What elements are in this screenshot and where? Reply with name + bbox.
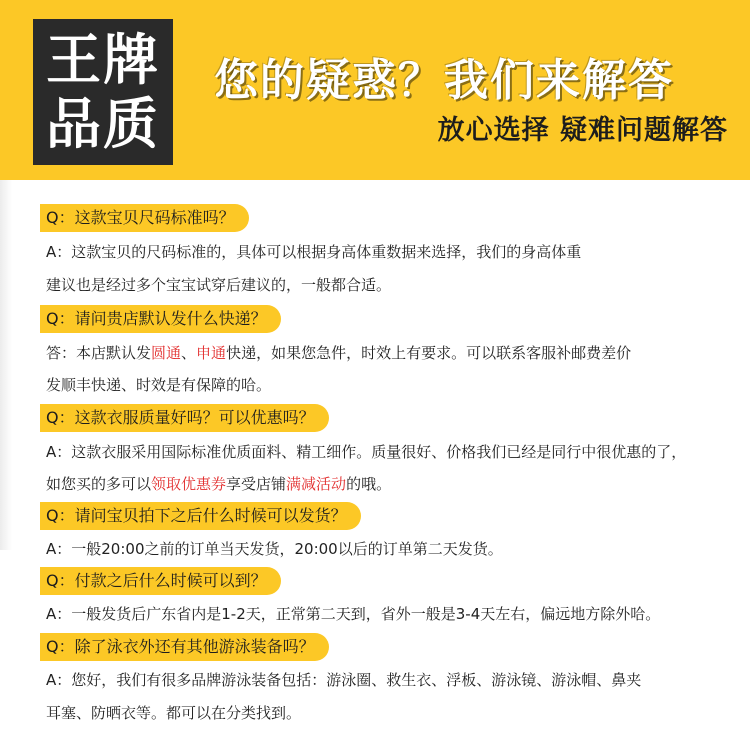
discount-event-highlight: 满减活动 [286,475,347,493]
answer-text: 享受店铺 [226,475,287,493]
faq-list [0,180,750,754]
faq-question-4: Q：请问宝贝拍下之后什么时候可以发货？ [40,502,361,530]
answer-text: 快递，如果您急件，时效上有要求。可以联系客服补邮费差价 [226,344,632,362]
brand-quality-badge [33,19,173,165]
faq-answer-5-line-1: A：一般发货后广东省内是1-2天，正常第二天到，省外一般是3-4天左右，偏远地方除外哈。 [46,605,661,623]
headline: 您的疑惑？我们来解答 [214,55,674,106]
header-banner [0,0,750,180]
subline: 放心选择 疑难问题解答 [437,115,728,146]
badge-line-2: 品质 [45,92,160,156]
faq-answer-6-line-2: 耳塞、防晒衣等。都可以在分类找到。 [46,704,302,722]
faq-question-2: Q：请问贵店默认发什么快递？ [40,305,281,333]
coupon-highlight: 领取优惠券 [151,475,227,493]
courier-yto-highlight: 圆通 [151,344,182,362]
faq-question-6: Q：除了泳衣外还有其他游泳装备吗？ [40,633,329,661]
faq-answer-2-line-1 [46,342,736,364]
courier-sto-highlight: 申通 [196,344,227,362]
faq-answer-3-line-1: A：这款衣服采用国际标准优质面料、精工细作。质量很好、价格我们已经是同行中很优惠的了， [46,443,687,461]
faq-answer-3-line-2 [46,473,736,495]
answer-separator: 、 [181,344,197,362]
answer-text: 如您买的多可以 [46,475,152,493]
badge-line-1: 王牌 [45,28,160,92]
faq-answer-1-line-1: A：这款宝贝的尺码标准的，具体可以根据身高体重数据来选择，我们的身高体重 [46,243,582,261]
faq-question-3: Q：这款衣服质量好吗？可以优惠吗？ [40,404,329,432]
faq-question-1: Q：这款宝贝尺码标准吗？ [40,204,249,232]
faq-answer-1-line-2: 建议也是经过多个宝宝试穿后建议的，一般都合适。 [46,276,392,294]
answer-text: 答：本店默认发 [46,344,152,362]
faq-answer-6-line-1: A：您好，我们有很多品牌游泳装备包括：游泳圈、救生衣、浮板、游泳镜、游泳帽、鼻夹 [46,671,642,689]
answer-text: 的哦。 [346,475,392,493]
faq-answer-4-line-1: A：一般20:00之前的订单当天发货，20:00以后的订单第二天发货。 [46,540,503,558]
faq-answer-2-line-2: 发顺丰快递、时效是有保障的哈。 [46,376,272,394]
faq-question-5: Q：付款之后什么时候可以到？ [40,567,281,595]
